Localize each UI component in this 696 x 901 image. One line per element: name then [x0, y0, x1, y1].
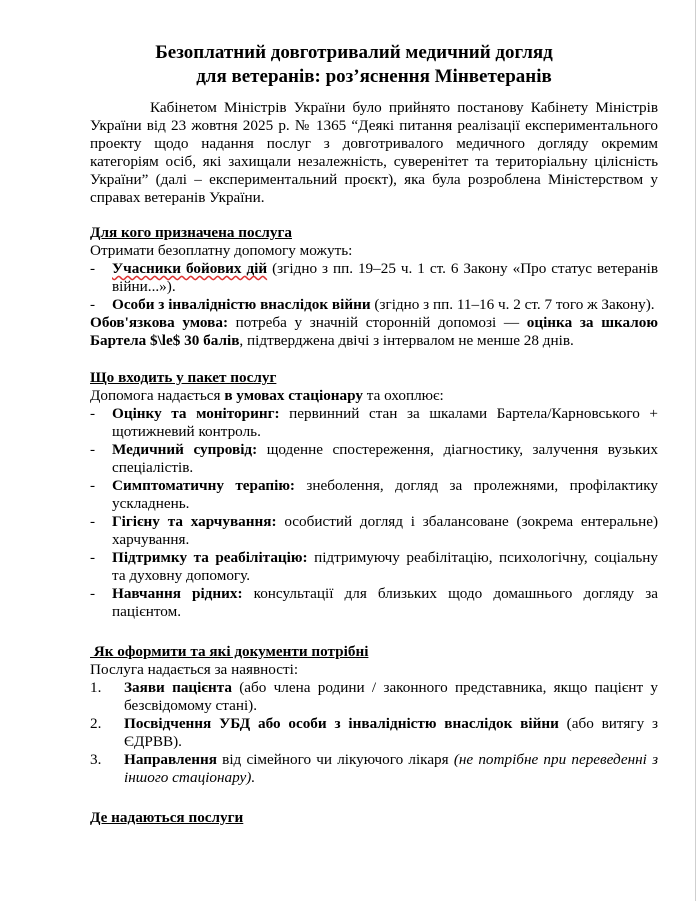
list-item-text: (згідно з пп. 11–16 ч. 2 ст. 7 того ж Закону).: [370, 296, 655, 313]
condition-text-end: , підтверджена двічі з інтервалом не менше 28 днів.: [239, 332, 574, 349]
section-lead-documents: Послуга надається за наявності:: [90, 661, 299, 678]
list-dash: -: [90, 585, 96, 602]
list-item-bold: Навчання рідних:: [112, 585, 243, 602]
list-item-text: особистий догляд і збалансоване (зокрема ентеральне) харчування.: [112, 513, 659, 548]
list-dash: -: [90, 296, 96, 313]
lead-bold: в умовах стаціонару: [224, 387, 363, 404]
list-dash: -: [90, 441, 96, 458]
list-item-bold: Посвідчення УБД або особи з інвалідністю внаслідок війни: [124, 715, 559, 732]
condition-text: потреба у значній сторонній допомозі —: [228, 314, 527, 331]
list-item: [90, 679, 658, 715]
document-title: [90, 41, 658, 89]
list-item: [90, 296, 658, 314]
list-item-text: (згідно з пп. 19–25 ч. 1 ст. 6 Закону «Про статус ветеранів війни...»).: [112, 260, 659, 295]
list-item: [90, 513, 658, 549]
list-item: [90, 585, 658, 621]
list-dash: -: [90, 549, 96, 566]
list-item-bold: Направлення: [124, 751, 217, 768]
documents-list: [90, 679, 658, 787]
list-item-text: консультації для близьких щодо домашнього догляду за пацієнтом.: [112, 585, 658, 620]
list-number: 1.: [90, 679, 102, 696]
list-item-bold: Медичний супровід:: [112, 441, 258, 458]
list-item-text: (або члена родини / законного представника, якщо пацієнт у безсвідомому стані).: [124, 679, 658, 714]
list-item: [90, 405, 658, 441]
section-heading-package: Що входить у пакет послуг: [90, 369, 277, 386]
list-item: [90, 441, 658, 477]
section-lead-package: [90, 387, 658, 405]
list-item-text: підтримуючу реабілітацію, психологічну, соціальну та духовну допомогу.: [112, 549, 658, 584]
section-heading-where: Де надаються послуги: [90, 809, 244, 826]
document-body: [90, 41, 658, 827]
list-item-bold: Заяви пацієнта: [124, 679, 232, 696]
title-line-2: для ветеранів: роз’яснення Мінветеранів: [196, 66, 552, 87]
section-lead-who: Отримати безоплатну допомогу можуть:: [90, 242, 353, 259]
list-number: 2.: [90, 715, 102, 732]
list-item-text: від сімейного чи лікуючого лікаря: [216, 751, 454, 768]
list-item-text: щоденне спостереження, діагностику, залучення вузьких спеціалістів.: [112, 441, 658, 476]
list-item: [90, 260, 658, 296]
list-item-bold: Учасники бойових дій: [112, 260, 268, 277]
list-item: [90, 715, 658, 751]
list-item-bold: Гігієну та харчування:: [112, 513, 277, 530]
list-item: [90, 477, 658, 513]
lead-suffix: та охоплює:: [362, 387, 444, 404]
list-dash: -: [90, 260, 96, 277]
services-list: [90, 405, 658, 621]
list-item-text: (або витягу з ЄДРВВ).: [124, 715, 658, 750]
list-item: [90, 549, 658, 585]
list-item-text: первинний стан за шкалами Бартела/Карновського + щотижневий контроль.: [112, 405, 658, 440]
section-heading-who: Для кого призначена послуга: [90, 224, 292, 241]
list-item: [90, 751, 658, 787]
title-line-1: Безоплатний довготривалий медичний догляд: [155, 42, 553, 63]
section-heading-documents: Як оформити та які документи потрібні: [90, 643, 369, 660]
list-item-bold: Підтримку та реабілітацію:: [112, 549, 308, 566]
list-item-bold: Особи з інвалідністю внаслідок війни: [112, 296, 371, 313]
mandatory-condition: [90, 314, 658, 350]
list-item-bold: Симптоматичну терапію:: [112, 477, 295, 494]
list-dash: -: [90, 477, 96, 494]
lead-prefix: Допомога надається: [90, 387, 225, 404]
list-number: 3.: [90, 751, 102, 768]
condition-label: Обов'язкова умова:: [90, 314, 228, 331]
list-item-italic: (не потрібне при переведенні з іншого стаціонару).: [124, 751, 658, 786]
list-dash: -: [90, 405, 96, 422]
eligible-list: [90, 260, 658, 314]
intro-paragraph: Кабінетом Міністрів України було прийнято постанову Кабінету Міністрів України від 23 жовтня 2025 р. № 1365 “Деякі питання реалізації експериментального проекту щодо надання послуг з довготривалого медичного догляду окремим категоріям осіб, які захищали незалежність, суверенітет та територіальну цілісність України” (далі – експериментальний проєкт), яка була розроблена Міністерством у справах ветеранів України.: [90, 99, 658, 206]
list-item-bold: Оцінку та моніторинг:: [112, 405, 280, 422]
condition-bold: оцінка за шкалою Бартела $\le$ 30 балів: [90, 314, 658, 349]
list-item-text: знеболення, догляд за пролежнями, профілактику ускладнень.: [112, 477, 658, 512]
list-dash: -: [90, 513, 96, 530]
